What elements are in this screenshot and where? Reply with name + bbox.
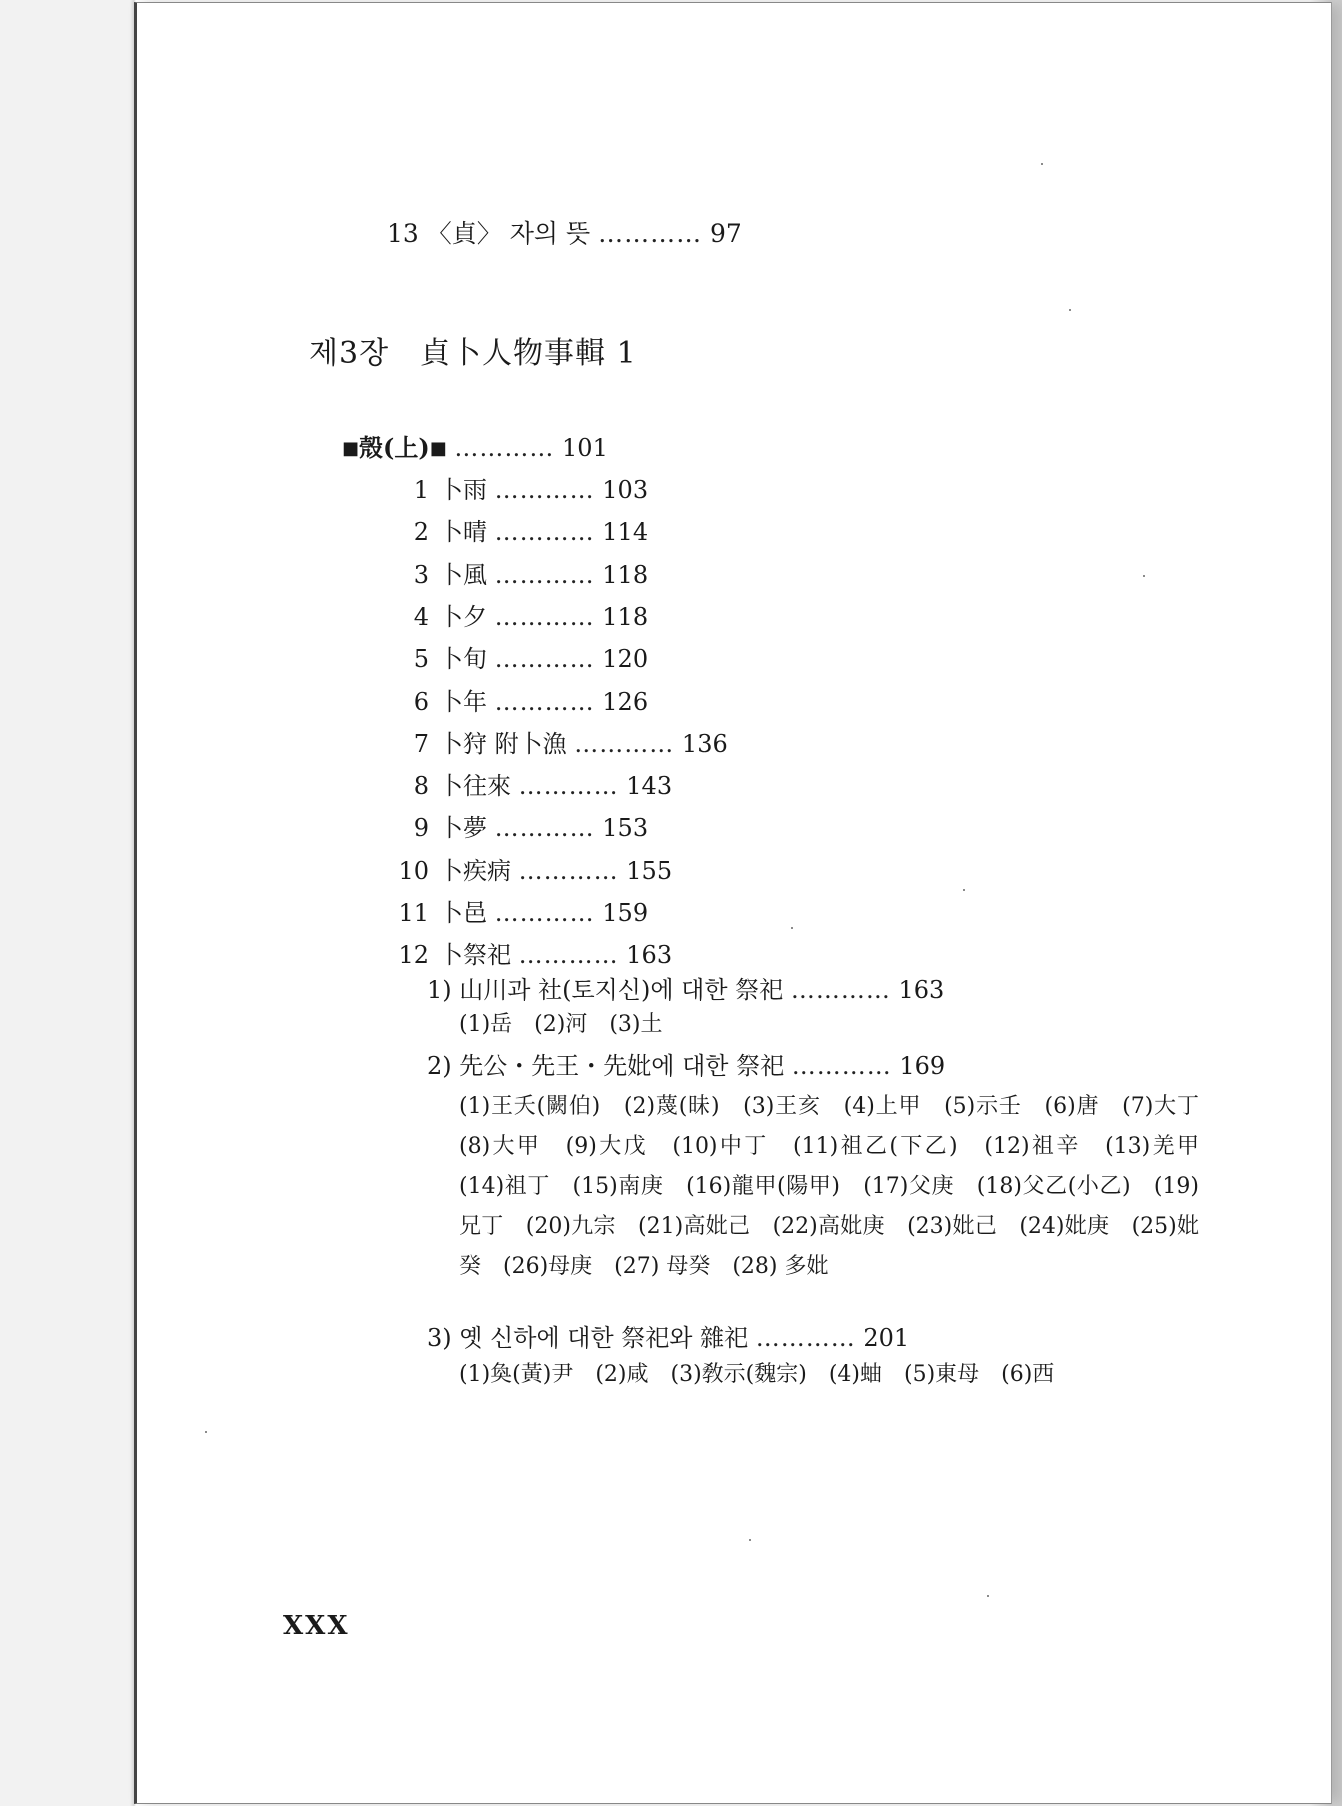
entry-number: 7 <box>413 729 429 758</box>
scan-speck <box>791 927 793 929</box>
section-title: 殼(上) <box>359 433 430 462</box>
toc-subsection <box>427 1051 945 1081</box>
scan-speck <box>1041 163 1043 165</box>
subsection-page: 163 <box>898 976 945 1004</box>
subsection-label: 1) 山川과 社(토지신)에 대한 祭祀 <box>427 976 784 1004</box>
entry-title: 卜夕 <box>439 602 487 631</box>
entry-title: 卜年 <box>439 687 487 716</box>
leader-dots: ………… <box>574 729 675 758</box>
entry-title: 卜風 <box>439 560 487 589</box>
leader-dots: ………… <box>494 645 595 674</box>
entry-page: 118 <box>602 602 649 631</box>
entry-page: 118 <box>602 560 649 589</box>
entry-page: 120 <box>602 645 649 674</box>
toc-entry <box>393 517 648 547</box>
toc-entry <box>393 560 648 590</box>
entry-title: 卜雨 <box>439 476 487 504</box>
leader-dots: ………… <box>454 434 555 462</box>
page-number: XXX <box>283 1611 350 1641</box>
toc-entry-13 <box>387 219 742 249</box>
entry-number: 10 <box>398 856 429 885</box>
entry-page: 114 <box>602 518 649 547</box>
subsection-page: 201 <box>863 1324 910 1352</box>
leader-dots: ………… <box>755 1324 856 1352</box>
entry-number: 8 <box>413 772 429 801</box>
entry-number: 5 <box>413 645 429 674</box>
book-page <box>134 2 1331 1804</box>
section-page: 101 <box>562 434 608 462</box>
toc-subsection <box>427 1323 909 1353</box>
leader-dots: ………… <box>494 518 595 547</box>
leader-dots: ………… <box>494 687 595 716</box>
entry-title: 卜夢 <box>439 814 487 843</box>
subsection-label: 2) 先公・先王・先妣에 대한 祭祀 <box>427 1052 785 1080</box>
square-bullet-icon: ■ <box>342 438 360 459</box>
entry-number: 4 <box>413 602 429 631</box>
leader-dots: ………… <box>494 814 595 843</box>
entry-page: 126 <box>602 687 649 716</box>
toc-entry <box>393 898 648 928</box>
entry-number: 12 <box>398 941 429 970</box>
leader-dots: ………… <box>790 976 891 1004</box>
entry-page: 136 <box>681 729 728 758</box>
toc-entry <box>393 940 672 970</box>
entry-title: 卜疾病 <box>439 856 511 885</box>
leader-dots: ………… <box>518 772 619 801</box>
toc-entry <box>393 771 672 801</box>
leader-dots: ………… <box>518 856 619 885</box>
leader-dots: ………… <box>494 476 595 504</box>
entry-page: 163 <box>626 941 673 970</box>
scan-speck <box>749 1539 751 1541</box>
leader-dots: ………… <box>791 1052 892 1080</box>
leader-dots: ………… <box>494 560 595 589</box>
toc-entry <box>393 687 648 717</box>
toc-entry-title: 13 〈貞〉 자의 뜻 <box>387 219 591 248</box>
toc-entry <box>393 813 648 843</box>
square-bullet-icon: ■ <box>429 438 447 459</box>
entry-number: 9 <box>413 814 429 843</box>
subsection-label: 3) 옛 신하에 대한 祭祀와 雜祀 <box>427 1324 749 1352</box>
scan-speck <box>1143 575 1145 577</box>
subsection-details: (1)岳 (2)河 (3)土 <box>459 1012 663 1037</box>
section-heading <box>342 433 608 464</box>
entry-number: 11 <box>398 899 429 927</box>
scan-speck <box>987 1595 989 1597</box>
toc-entry <box>393 475 648 505</box>
toc-entry <box>393 602 648 632</box>
toc-entry-page: 97 <box>710 219 742 248</box>
entry-title: 卜往來 <box>439 772 511 801</box>
chapter-heading: 제3장 貞卜人物事輯 1 <box>309 336 637 371</box>
subsection-details: (1)王夭(闕伯) (2)蔑(昧) (3)王亥 (4)上甲 (5)示壬 (6)唐 (7)大丁 (8)大甲 (9)大戊 (10)中丁 (11)祖乙(下乙) (12)祖辛 (13)羌甲 (14)祖丁 (15)南庚 (16)龍甲(陽甲) (17)父庚 (18)父乙(小乙) (19)兄丁 (20)九宗 (21)高妣己 (22)高妣庚 (23)妣己 (24)妣庚 (25)妣癸 (26)母庚 (27) 母癸 (28) 多妣 <box>459 1094 1222 1279</box>
entry-number: 2 <box>413 518 429 547</box>
entry-page: 159 <box>602 899 649 927</box>
scan-speck <box>1069 309 1071 311</box>
toc-entry <box>393 644 648 674</box>
scan-speck <box>963 889 965 891</box>
entry-title: 卜邑 <box>439 899 487 927</box>
toc-entry <box>393 856 672 886</box>
entry-number: 6 <box>413 687 429 716</box>
entry-page: 143 <box>626 772 673 801</box>
entry-number: 3 <box>413 560 429 589</box>
toc-subsection <box>427 975 944 1005</box>
leader-dots: ………… <box>598 219 703 248</box>
toc-entry <box>393 729 728 759</box>
subsection-details: (1)奐(黃)尹 (2)咸 (3)敎示(魏宗) (4)蚰 (5)東母 (6)西 <box>459 1362 1055 1387</box>
leader-dots: ………… <box>494 899 595 927</box>
entry-title: 卜晴 <box>439 518 487 547</box>
subsection-page: 169 <box>899 1052 946 1080</box>
entry-page: 155 <box>626 856 673 885</box>
entry-title: 卜祭祀 <box>439 941 511 970</box>
leader-dots: ………… <box>518 941 619 970</box>
entry-title: 卜旬 <box>439 645 487 674</box>
entry-number: 1 <box>413 476 429 504</box>
scan-speck <box>205 1431 207 1433</box>
entry-title: 卜狩 附卜漁 <box>439 729 567 758</box>
leader-dots: ………… <box>494 602 595 631</box>
entry-page: 153 <box>602 814 649 843</box>
entry-page: 103 <box>602 476 649 504</box>
